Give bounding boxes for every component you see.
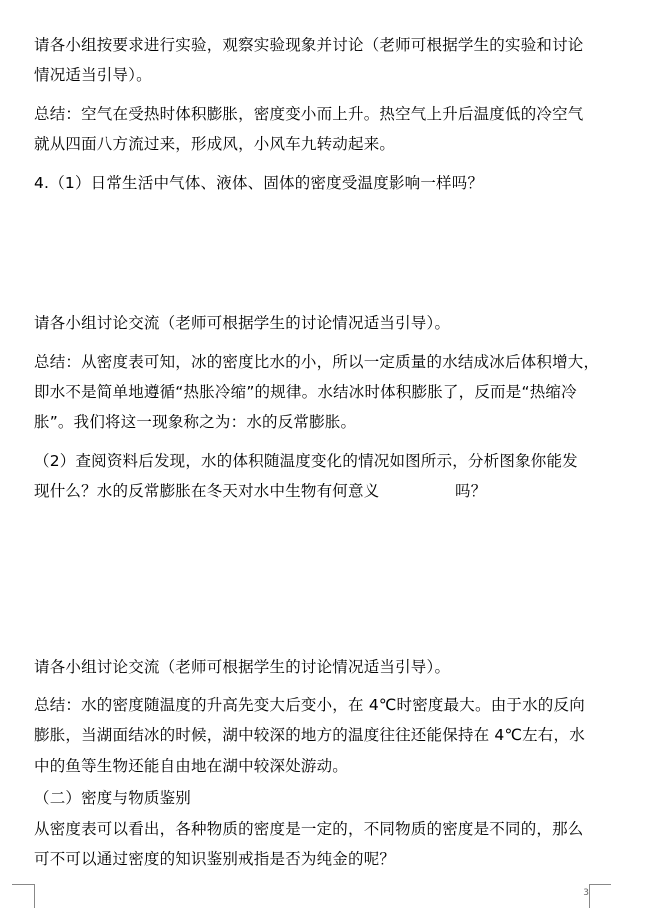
- paragraph-discussion-2: 请各小组讨论交流（老师可根据学生的讨论情况适当引导）。: [34, 658, 451, 676]
- question-4-2-line-2b: 吗？: [455, 482, 487, 500]
- paragraph-summary-3-line-3: 中的鱼等生物还能自由地在湖中较深处游动。: [34, 757, 349, 775]
- paragraph-identification-line-2: 可不可以通过密度的知识鉴别戒指是否为纯金的呢？: [34, 850, 396, 868]
- paragraph-2-line-2: 就从四面八方流过来，形成风，小风车九转动起来。: [34, 135, 396, 153]
- question-4-2-line-2a: 现什么？水的反常膨胀在冬天对水中生物有何意义: [34, 482, 380, 500]
- crop-mark-left-horizontal: [12, 884, 34, 885]
- paragraph-1-line-1: 请各小组按要求进行实验，观察实验现象并讨论（老师可根据学生的实验和讨论: [34, 36, 584, 54]
- paragraph-summary-2-line-2: 即水不是简单地遵循“热胀冷缩”的规律。水结冰时体积膨胀了，反而是“热缩冷: [34, 383, 577, 401]
- paragraph-identification-line-1: 从密度表可以看出，各种物质的密度是一定的，不同物质的密度是不同的，那么: [34, 820, 584, 838]
- question-4-2-line-1: （2）查阅资料后发现，水的体积随温度变化的情况如图所示，分析图象你能发: [34, 452, 578, 470]
- question-4-1: 4.（1）日常生活中气体、液体、固体的密度受温度影响一样吗？: [34, 174, 484, 192]
- crop-mark-right-vertical: [589, 884, 590, 908]
- paragraph-summary-3-line-1: 总结：水的密度随温度的升高先变大后变小，在 4℃时密度最大。由于水的反向: [34, 696, 585, 714]
- paragraph-summary-2-line-1: 总结：从密度表可知，冰的密度比水的小，所以一定质量的水结成冰后体积增大，: [34, 353, 600, 371]
- section-heading-density-identification: （二）密度与物质鉴别: [34, 789, 192, 807]
- paragraph-discussion-1: 请各小组讨论交流（老师可根据学生的讨论情况适当引导）。: [34, 314, 451, 332]
- crop-mark-right-horizontal: [589, 884, 611, 885]
- paragraph-1-line-2: 情况适当引导）。: [34, 66, 152, 84]
- page-number: 3: [583, 888, 589, 898]
- paragraph-summary-3-line-2: 膨胀，当湖面结冰的时候，湖中较深的地方的温度往往还能保持在 4℃左右，水: [34, 726, 585, 744]
- paragraph-summary-2-line-3: 胀”。我们将这一现象称之为：水的反常膨胀。: [34, 413, 357, 431]
- crop-mark-left-vertical: [34, 884, 35, 908]
- paragraph-2-line-1: 总结：空气在受热时体积膨胀，密度变小而上升。热空气上升后温度低的冷空气: [34, 105, 584, 123]
